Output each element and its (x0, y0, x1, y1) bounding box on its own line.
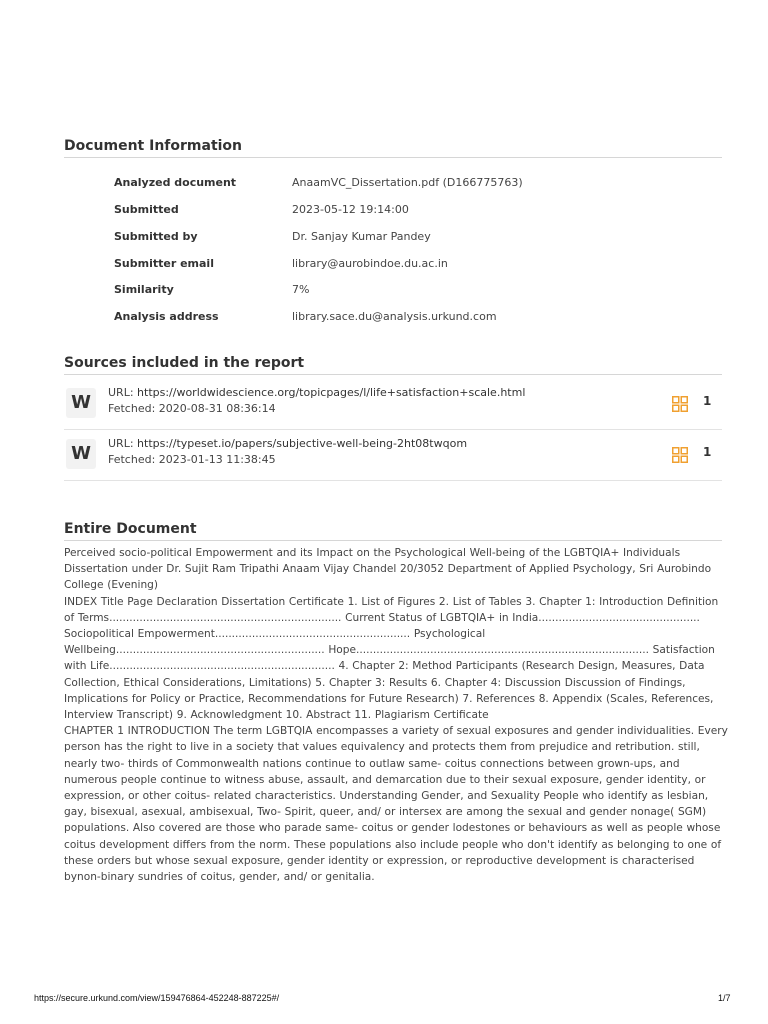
info-label: Submitted by (114, 230, 198, 243)
footer-page-number: 1/7 (718, 993, 731, 1003)
url-prefix: URL: (108, 386, 138, 399)
info-value[interactable]: library@aurobindoe.du.ac.in (292, 257, 448, 270)
footer-url: https://secure.urkund.com/view/159476864-452248-887225#/ (34, 993, 280, 1003)
document-paragraph: CHAPTER 1 INTRODUCTION The term LGBTQIA encompasses a variety of sexual exposures and gender individualities. Every person has the right to live in a society that values equivalency and protects them from prejudice and retribution. still, nearly two- thirds of Commonwealth nations continue to outlaw same- coitus connections between grown-ups, and numerous people continue to witness abuse, assault, and demarcation due to their sexual exposure, gender identity, or expression, or other coitus- related characteristics. Understanding Gender, and Sexuality People who identify as lesbian, gay, bisexual, asexual, ambisexual, Two- Spirit, queer, and/ or intersex are among the sexual and gender nonage( SGM) populations. Also covered are those who parade same- coitus or gender lodestones or behaviours as well as people whose coitus development differs from the norm. These populations also include people who don't identify as belonging to one of these orders but whose sexual exposure, gender identity or expression, or reproductive development is characterised bynon-binary sundries of coitus, gender, and/ or genitalia. (64, 725, 728, 884)
source-logo: W (66, 439, 96, 469)
document-text (64, 545, 730, 885)
info-value: 7% (292, 283, 310, 296)
sources-heading: Sources included in the report (64, 355, 722, 375)
source-details (108, 436, 467, 468)
url-prefix: URL: (108, 437, 138, 450)
source-item[interactable] (64, 378, 722, 430)
fetched-date: 2020-08-31 08:36:14 (158, 402, 276, 415)
info-label: Submitted (114, 203, 179, 216)
source-url-link[interactable]: https://typeset.io/papers/subjective-well-being-2ht08twqom (137, 437, 468, 450)
document-paragraph: INDEX Title Page Declaration Dissertation Certificate 1. List of Figures 2. List of Tables 3. Chapter 1: Introduction Definition of Terms..................................................................... Current Status of LGBTQIA+ in India................................................ Sociopolitical Empowerment.......................................................... Psychological Wellbeing.............................................................. Hope....................................................................................... Satisfaction with Life................................................................... 4. Chapter 2: Method Participants (Research Design, Measures, Data Collection, Ethical Considerations, Limitations) 5. Chapter 3: Results 6. Chapter 4: Discussion Discussion of Findings, Implications for Policy or Practice, Recommendations for Future Research) 7. References 8. Appendix (Scales, References, Interview Transcript) 9. Acknowledgment 10. Abstract 11. Plagiarism Certificate (64, 595, 719, 722)
source-details (108, 385, 525, 417)
source-url-link[interactable]: https://worldwidescience.org/topicpages/l/life+satisfaction+scale.html (137, 386, 526, 399)
match-count: 1 (703, 445, 712, 459)
source-item[interactable] (64, 429, 722, 481)
info-value[interactable]: library.sace.du@analysis.urkund.com (292, 310, 497, 323)
document-paragraph: Perceived socio-political Empowerment and its Impact on the Psychological Well-being of the LGBTQIA+ Individuals Dissertation under Dr. Sujit Ram Tripathi Anaam Vijay Chandel 20/3052 Department of Applied Psychology, Sri Aurobindo College (Evening) (64, 547, 712, 592)
info-label: Submitter email (114, 257, 214, 270)
match-count: 1 (703, 394, 712, 408)
grid-icon[interactable] (672, 396, 688, 412)
info-value: Dr. Sanjay Kumar Pandey (292, 230, 431, 243)
info-value: AnaamVC_Dissertation.pdf (D166775763) (292, 176, 523, 189)
fetched-date: 2023-01-13 11:38:45 (158, 453, 276, 466)
grid-icon[interactable] (672, 447, 688, 463)
info-label: Analyzed document (114, 176, 237, 189)
entire-document-heading: Entire Document (64, 521, 722, 541)
info-label: Similarity (114, 283, 174, 296)
info-label: Analysis address (114, 310, 219, 323)
fetched-prefix: Fetched: (108, 453, 159, 466)
fetched-prefix: Fetched: (108, 402, 159, 415)
document-information-heading: Document Information (64, 138, 722, 158)
source-logo: W (66, 388, 96, 418)
info-value: 2023-05-12 19:14:00 (292, 203, 409, 216)
